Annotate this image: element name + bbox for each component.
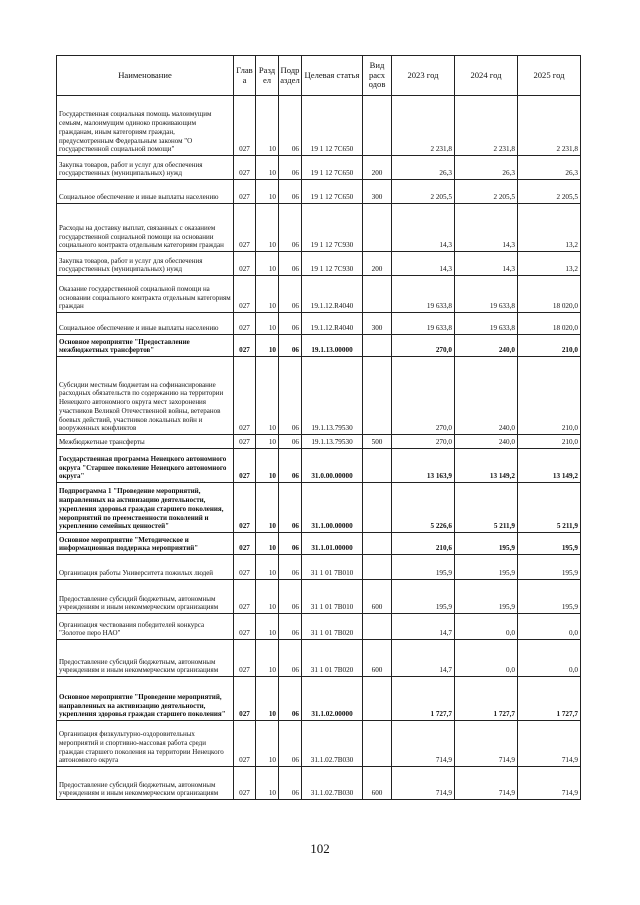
cell-2023: 195,9 (392, 555, 455, 580)
header-podrazdel: Подр аздел (279, 56, 302, 96)
cell-2025: 5 211,9 (518, 483, 581, 533)
cell-vid: 600 (363, 640, 392, 677)
cell-2024: 19 633,8 (455, 276, 518, 313)
cell-2025: 714,9 (518, 721, 581, 767)
cell-target: 19 1 12 7C650 (302, 180, 363, 204)
cell-razdel: 10 (256, 640, 279, 677)
cell-2023: 2 231,8 (392, 96, 455, 156)
cell-target: 19 1 12 7C930 (302, 204, 363, 252)
cell-2024: 2 231,8 (455, 96, 518, 156)
cell-2023: 270,0 (392, 435, 455, 449)
cell-2024: 19 633,8 (455, 313, 518, 335)
cell-vid: 300 (363, 313, 392, 335)
cell-podrazdel: 06 (279, 721, 302, 767)
cell-name: Подпрограмма 1 "Проведение мероприятий, направленных на активизацию деятельности, укрепления здоровья граждан старшего поколения, мероприятий по преемственности поколений и укреплению семейных ценностей" (57, 483, 234, 533)
cell-2023: 270,0 (392, 335, 455, 357)
cell-glava: 027 (234, 435, 256, 449)
table-row (57, 767, 581, 800)
cell-vid (363, 677, 392, 721)
cell-2024: 1 727,7 (455, 677, 518, 721)
cell-2024: 195,9 (455, 533, 518, 555)
cell-razdel: 10 (256, 677, 279, 721)
cell-2024: 240,0 (455, 335, 518, 357)
cell-target: 31 1 01 7B020 (302, 614, 363, 640)
cell-podrazdel: 06 (279, 580, 302, 614)
cell-razdel: 10 (256, 204, 279, 252)
cell-2024: 714,9 (455, 721, 518, 767)
cell-glava: 027 (234, 335, 256, 357)
cell-2023: 14,3 (392, 252, 455, 276)
cell-glava: 027 (234, 483, 256, 533)
cell-podrazdel: 06 (279, 483, 302, 533)
table-row (57, 357, 581, 435)
cell-2025: 195,9 (518, 555, 581, 580)
cell-target: 19.1.13.79530 (302, 357, 363, 435)
cell-2023: 19 633,8 (392, 276, 455, 313)
cell-2024: 14,3 (455, 252, 518, 276)
cell-2025: 18 020,0 (518, 276, 581, 313)
cell-2024: 240,0 (455, 357, 518, 435)
cell-podrazdel: 06 (279, 96, 302, 156)
cell-razdel: 10 (256, 357, 279, 435)
table-row (57, 252, 581, 276)
table-body (57, 96, 581, 800)
cell-target: 19.1.13.79530 (302, 435, 363, 449)
table-row (57, 533, 581, 555)
cell-podrazdel: 06 (279, 204, 302, 252)
cell-vid: 200 (363, 252, 392, 276)
cell-target: 31.0.00.00000 (302, 449, 363, 483)
cell-name: Государственная программа Ненецкого автономного округа "Старшее поколение Ненецкого автономного округа" (57, 449, 234, 483)
cell-target: 19.1.12.R4040 (302, 313, 363, 335)
table-row (57, 614, 581, 640)
table-row (57, 483, 581, 533)
cell-2024: 13 149,2 (455, 449, 518, 483)
cell-2024: 195,9 (455, 555, 518, 580)
page-number: 102 (310, 841, 330, 856)
cell-vid: 500 (363, 435, 392, 449)
cell-vid (363, 721, 392, 767)
cell-vid: 600 (363, 580, 392, 614)
budget-table (56, 55, 581, 800)
cell-2024: 714,9 (455, 767, 518, 800)
cell-glava: 027 (234, 580, 256, 614)
cell-podrazdel: 06 (279, 357, 302, 435)
cell-2023: 14,3 (392, 204, 455, 252)
cell-2025: 195,9 (518, 580, 581, 614)
cell-razdel: 10 (256, 435, 279, 449)
cell-2025: 210,0 (518, 335, 581, 357)
cell-2025: 210,0 (518, 357, 581, 435)
cell-target: 19.1.13.00000 (302, 335, 363, 357)
cell-2025: 18 020,0 (518, 313, 581, 335)
cell-2025: 714,9 (518, 767, 581, 800)
cell-vid (363, 449, 392, 483)
cell-podrazdel: 06 (279, 614, 302, 640)
cell-2024: 0,0 (455, 614, 518, 640)
table-row (57, 449, 581, 483)
cell-vid (363, 335, 392, 357)
cell-glava: 027 (234, 721, 256, 767)
header-glava: Глав а (234, 56, 256, 96)
table-row (57, 721, 581, 767)
cell-glava: 027 (234, 96, 256, 156)
cell-podrazdel: 06 (279, 640, 302, 677)
cell-2023: 714,9 (392, 767, 455, 800)
cell-vid (363, 276, 392, 313)
cell-2025: 0,0 (518, 640, 581, 677)
cell-podrazdel: 06 (279, 276, 302, 313)
table-row (57, 335, 581, 357)
cell-name: Основное мероприятие "Предоставление межбюджетных трансфертов" (57, 335, 234, 357)
table-row (57, 313, 581, 335)
cell-glava: 027 (234, 640, 256, 677)
cell-razdel: 10 (256, 276, 279, 313)
cell-glava: 027 (234, 677, 256, 721)
cell-glava: 027 (234, 276, 256, 313)
cell-2023: 13 163,9 (392, 449, 455, 483)
cell-target: 19.1.12.R4040 (302, 276, 363, 313)
cell-2023: 14,7 (392, 640, 455, 677)
cell-podrazdel: 06 (279, 435, 302, 449)
table-row (57, 180, 581, 204)
cell-name: Предоставление субсидий бюджетным, автономным учреждениям и иным некоммерческим организациям (57, 580, 234, 614)
cell-name: Закупка товаров, работ и услуг для обеспечения государственных (муниципальных) нужд (57, 156, 234, 180)
cell-razdel: 10 (256, 156, 279, 180)
cell-glava: 027 (234, 767, 256, 800)
cell-razdel: 10 (256, 335, 279, 357)
cell-vid (363, 357, 392, 435)
table-row (57, 555, 581, 580)
cell-2023: 19 633,8 (392, 313, 455, 335)
cell-2023: 5 226,6 (392, 483, 455, 533)
cell-vid (363, 533, 392, 555)
cell-podrazdel: 06 (279, 533, 302, 555)
table-row (57, 96, 581, 156)
cell-podrazdel: 06 (279, 449, 302, 483)
cell-2023: 195,9 (392, 580, 455, 614)
cell-target: 19 1 12 7C650 (302, 96, 363, 156)
cell-2023: 14,7 (392, 614, 455, 640)
cell-2025: 0,0 (518, 614, 581, 640)
header-2025: 2025 год (518, 56, 581, 96)
cell-podrazdel: 06 (279, 767, 302, 800)
cell-2023: 26,3 (392, 156, 455, 180)
header-name: Наименование (57, 56, 234, 96)
cell-vid (363, 483, 392, 533)
cell-2024: 26,3 (455, 156, 518, 180)
cell-target: 31.1.01.00000 (302, 533, 363, 555)
cell-glava: 027 (234, 313, 256, 335)
cell-2023: 1 727,7 (392, 677, 455, 721)
table-row (57, 580, 581, 614)
cell-target: 31 1 01 7B010 (302, 555, 363, 580)
cell-target: 31 1 01 7B020 (302, 640, 363, 677)
cell-2025: 210,0 (518, 435, 581, 449)
cell-vid: 300 (363, 180, 392, 204)
cell-razdel: 10 (256, 533, 279, 555)
cell-2024: 2 205,5 (455, 180, 518, 204)
cell-podrazdel: 06 (279, 180, 302, 204)
cell-razdel: 10 (256, 313, 279, 335)
cell-name: Организация работы Университета пожилых людей (57, 555, 234, 580)
cell-name: Межбюджетные трансферты (57, 435, 234, 449)
cell-2024: 5 211,9 (455, 483, 518, 533)
cell-vid: 200 (363, 156, 392, 180)
cell-vid (363, 204, 392, 252)
table-row (57, 435, 581, 449)
header-razdel: Разд ел (256, 56, 279, 96)
cell-podrazdel: 06 (279, 313, 302, 335)
cell-name: Предоставление субсидий бюджетным, автономным учреждениям и иным некоммерческим организациям (57, 640, 234, 677)
cell-2025: 13,2 (518, 204, 581, 252)
cell-razdel: 10 (256, 721, 279, 767)
cell-target: 19 1 12 7C650 (302, 156, 363, 180)
cell-glava: 027 (234, 180, 256, 204)
cell-2025: 1 727,7 (518, 677, 581, 721)
table-row (57, 677, 581, 721)
cell-podrazdel: 06 (279, 335, 302, 357)
cell-name: Основное мероприятие "Проведение мероприятий, направленных на активизацию деятельности, укрепления здоровья граждан старшего поколения" (57, 677, 234, 721)
table-row (57, 640, 581, 677)
cell-name: Социальное обеспечение и иные выплаты населению (57, 180, 234, 204)
cell-razdel: 10 (256, 614, 279, 640)
table-row (57, 204, 581, 252)
cell-podrazdel: 06 (279, 677, 302, 721)
cell-glava: 027 (234, 555, 256, 580)
cell-razdel: 10 (256, 483, 279, 533)
cell-2025: 13,2 (518, 252, 581, 276)
cell-name: Основное мероприятие "Методическое и информационная поддержка мероприятий" (57, 533, 234, 555)
cell-2023: 210,6 (392, 533, 455, 555)
cell-razdel: 10 (256, 580, 279, 614)
cell-target: 31.1.02.7B030 (302, 721, 363, 767)
cell-razdel: 10 (256, 555, 279, 580)
header-target: Целевая статья (302, 56, 363, 96)
cell-2025: 195,9 (518, 533, 581, 555)
cell-name: Расходы на доставку выплат, связанных с оказанием государственной социальной помощи на основании социального контракта отдельным категориям граждан (57, 204, 234, 252)
cell-vid (363, 555, 392, 580)
cell-2023: 270,0 (392, 357, 455, 435)
cell-razdel: 10 (256, 449, 279, 483)
cell-razdel: 10 (256, 252, 279, 276)
cell-target: 31 1 01 7B010 (302, 580, 363, 614)
cell-target: 31.1.00.00000 (302, 483, 363, 533)
header-2024: 2024 год (455, 56, 518, 96)
cell-glava: 027 (234, 252, 256, 276)
table-row (57, 276, 581, 313)
cell-target: 19 1 12 7C930 (302, 252, 363, 276)
cell-name: Субсидии местным бюджетам на софинансирование расходных обязательств по содержанию на территории Ненецкого автономного округа мест захоронения участников Великой Отечественной войны, ветеранов боевых действий, участников локальных войн и вооруженных конфликтов (57, 357, 234, 435)
cell-glava: 027 (234, 357, 256, 435)
header-vid: Вид расх одов (363, 56, 392, 96)
cell-razdel: 10 (256, 180, 279, 204)
cell-2025: 26,3 (518, 156, 581, 180)
cell-2024: 240,0 (455, 435, 518, 449)
cell-glava: 027 (234, 204, 256, 252)
cell-name: Предоставление субсидий бюджетным, автономным учреждениям и иным некоммерческим организациям (57, 767, 234, 800)
cell-name: Закупка товаров, работ и услуг для обеспечения государственных (муниципальных) нужд (57, 252, 234, 276)
cell-2024: 195,9 (455, 580, 518, 614)
cell-name: Организация чествования победителей конкурса "Золотое перо НАО" (57, 614, 234, 640)
cell-razdel: 10 (256, 767, 279, 800)
cell-2025: 2 205,5 (518, 180, 581, 204)
cell-razdel: 10 (256, 96, 279, 156)
cell-podrazdel: 06 (279, 555, 302, 580)
cell-2025: 13 149,2 (518, 449, 581, 483)
table-header-row (57, 56, 581, 96)
cell-glava: 027 (234, 614, 256, 640)
cell-vid (363, 614, 392, 640)
cell-2024: 0,0 (455, 640, 518, 677)
cell-target: 31.1.02.7B030 (302, 767, 363, 800)
cell-2023: 2 205,5 (392, 180, 455, 204)
cell-name: Государственная социальная помощь малоимущим семьям, малоимущим одиноко проживающим гражданам, иным категориям граждан, предусмотренным Федеральным законом "О государственной социальной помощи" (57, 96, 234, 156)
cell-vid: 600 (363, 767, 392, 800)
cell-2024: 14,3 (455, 204, 518, 252)
cell-2023: 714,9 (392, 721, 455, 767)
cell-name: Организация физкультурно-оздоровительных мероприятий и спортивно-массовая работа среди граждан старшего поколения на территории Ненецкого автономного округа (57, 721, 234, 767)
cell-glava: 027 (234, 156, 256, 180)
cell-podrazdel: 06 (279, 156, 302, 180)
cell-glava: 027 (234, 449, 256, 483)
cell-podrazdel: 06 (279, 252, 302, 276)
table-row (57, 156, 581, 180)
header-2023: 2023 год (392, 56, 455, 96)
cell-2025: 2 231,8 (518, 96, 581, 156)
cell-name: Социальное обеспечение и иные выплаты населению (57, 313, 234, 335)
cell-glava: 027 (234, 533, 256, 555)
cell-vid (363, 96, 392, 156)
cell-name: Оказание государственной социальной помощи на основании социального контракта отдельным категориям граждан (57, 276, 234, 313)
cell-target: 31.1.02.00000 (302, 677, 363, 721)
